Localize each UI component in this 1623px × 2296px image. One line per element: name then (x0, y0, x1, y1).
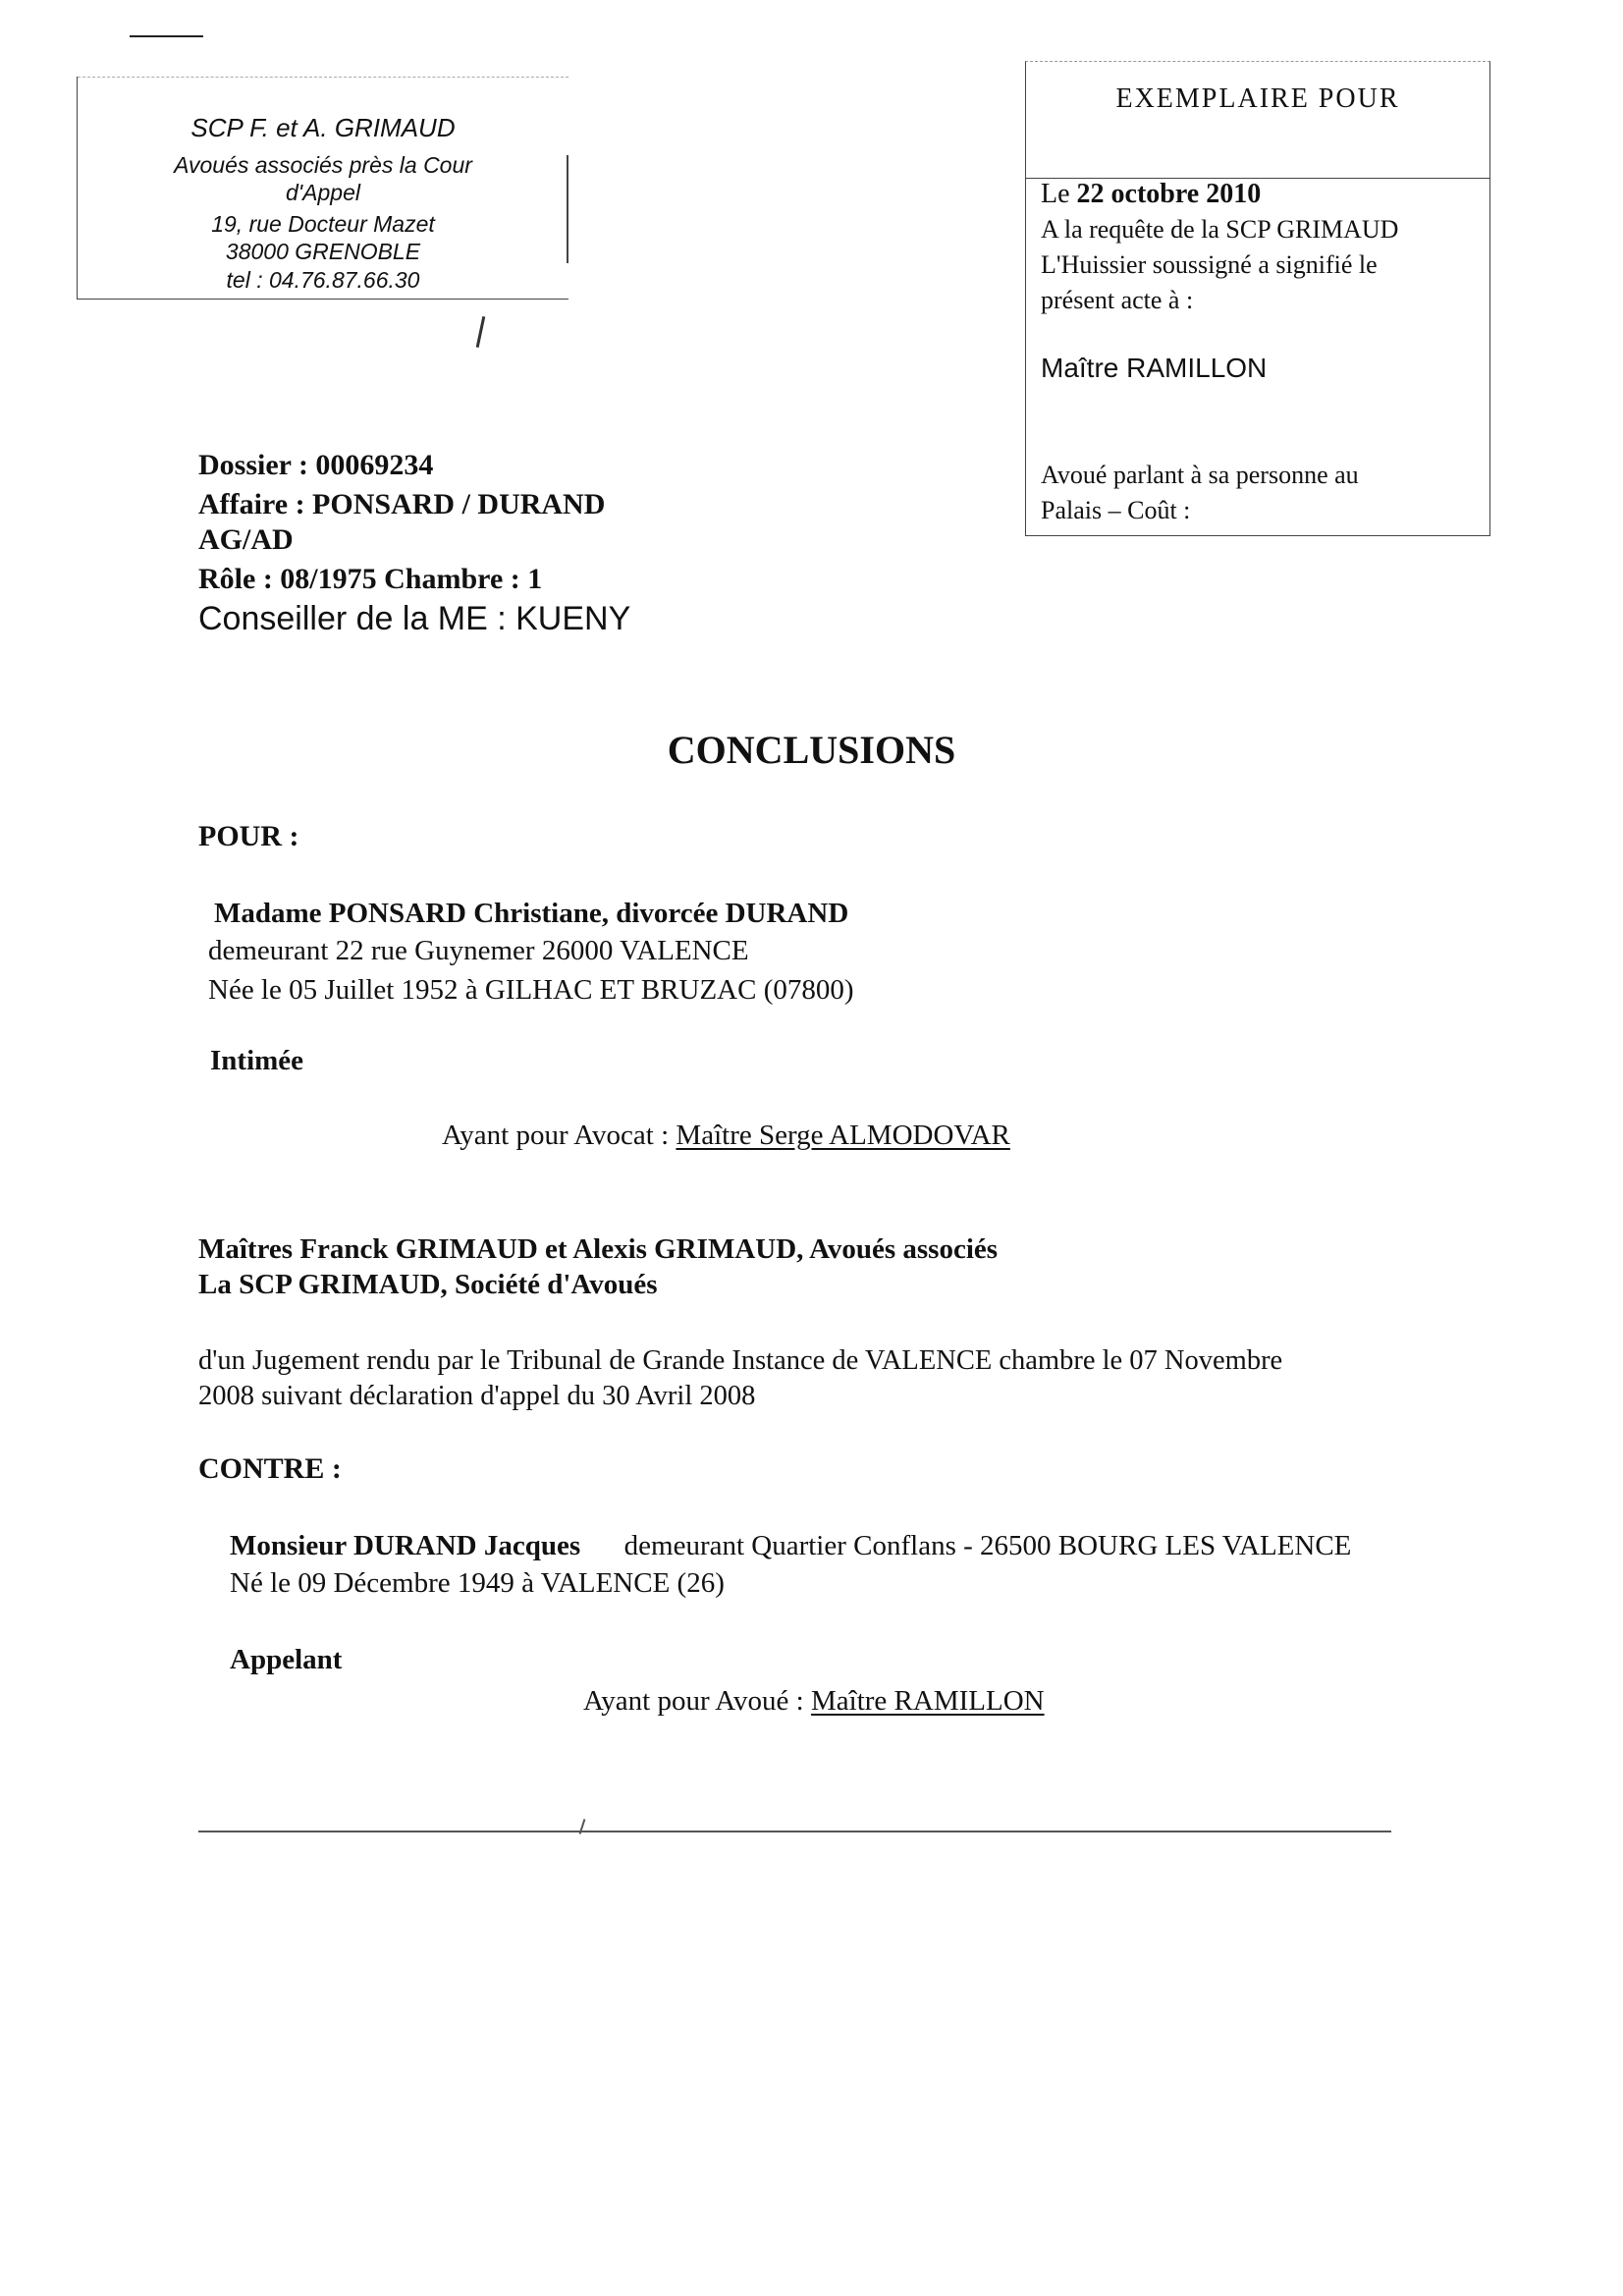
pour-address: demeurant 22 rue Guynemer 26000 VALENCE (208, 935, 749, 966)
contre-party-line (230, 1528, 1351, 1563)
avoues-line-2: La SCP GRIMAUD, Société d'Avoués (198, 1269, 658, 1300)
palais-cout-line: Palais – Coût : (1041, 496, 1191, 524)
exemplaire-title: EXEMPLAIRE POUR (1115, 83, 1400, 114)
affaire-name: Affaire : PONSARD / DURAND (198, 488, 606, 520)
firm-street: 19, rue Docteur Mazet (211, 211, 435, 237)
avoue-prefix: Ayant pour Avoué : (583, 1685, 811, 1717)
contre-address: demeurant Quartier Conflans - 26500 BOURG LES VALENCE (623, 1530, 1352, 1561)
jugement-line-1: d'un Jugement rendu par le Tribunal de Grande Instance de VALENCE chambre le 07 Novembre (198, 1345, 1283, 1376)
contre-avoue (583, 1683, 1045, 1719)
contre-label: CONTRE : (198, 1452, 342, 1485)
avocat-prefix: Ayant pour Avocat : (442, 1120, 676, 1151)
avoue-parlant-line: Avoué parlant à sa personne au (1041, 461, 1359, 489)
acte-line: présent acte à : (1041, 286, 1194, 314)
page-title: CONCLUSIONS (667, 728, 956, 772)
contre-role: Appelant (230, 1644, 343, 1675)
date-value: 22 octobre 2010 (1076, 179, 1262, 209)
pour-label: POUR : (198, 820, 299, 852)
bottom-rule-tick (579, 1819, 586, 1834)
top-rule (130, 35, 203, 37)
contre-party-name: Monsieur DURAND Jacques (230, 1530, 581, 1561)
firm-description: Avoués associés près la Cour (174, 152, 472, 178)
firm-description-cont: d'Appel (285, 180, 360, 205)
signification-date (1041, 178, 1261, 211)
pour-party-name: Madame PONSARD Christiane, divorcée DURAND (214, 898, 849, 929)
contre-birth: Né le 09 Décembre 1949 à VALENCE (26) (230, 1567, 725, 1599)
huissier-line: L'Huissier soussigné a signifié le (1041, 250, 1378, 279)
firm-city: 38000 GRENOBLE (225, 239, 421, 264)
dossier-number: Dossier : 00069234 (198, 449, 434, 481)
avoues-line-1: Maîtres Franck GRIMAUD et Alexis GRIMAUD, Avoués associés (198, 1233, 999, 1265)
pen-mark (476, 316, 486, 348)
conseiller: Conseiller de la ME : KUENY (198, 600, 631, 637)
address-box (77, 77, 568, 300)
recipient-name: Maître RAMILLON (1041, 353, 1268, 383)
bottom-rule (198, 1831, 1391, 1832)
pour-birth: Née le 05 Juillet 1952 à GILHAC ET BRUZAC (07800) (208, 974, 854, 1006)
avoue-name: Maître RAMILLON (811, 1685, 1045, 1717)
firm-phone: tel : 04.76.87.66.30 (226, 267, 420, 293)
role-chambre: Rôle : 08/1975 Chambre : 1 (198, 563, 543, 595)
exemplaire-box (1025, 61, 1490, 536)
firm-name: SCP F. et A. GRIMAUD (190, 113, 456, 142)
requete-line: A la requête de la SCP GRIMAUD (1041, 215, 1399, 244)
initials: AG/AD (198, 523, 294, 556)
pour-role: Intimée (210, 1045, 304, 1076)
avocat-name: Maître Serge ALMODOVAR (676, 1120, 1010, 1151)
pour-avocat (442, 1118, 1010, 1153)
jugement-line-2: 2008 suivant déclaration d'appel du 30 Avril 2008 (198, 1381, 756, 1411)
date-prefix: Le (1041, 179, 1070, 209)
